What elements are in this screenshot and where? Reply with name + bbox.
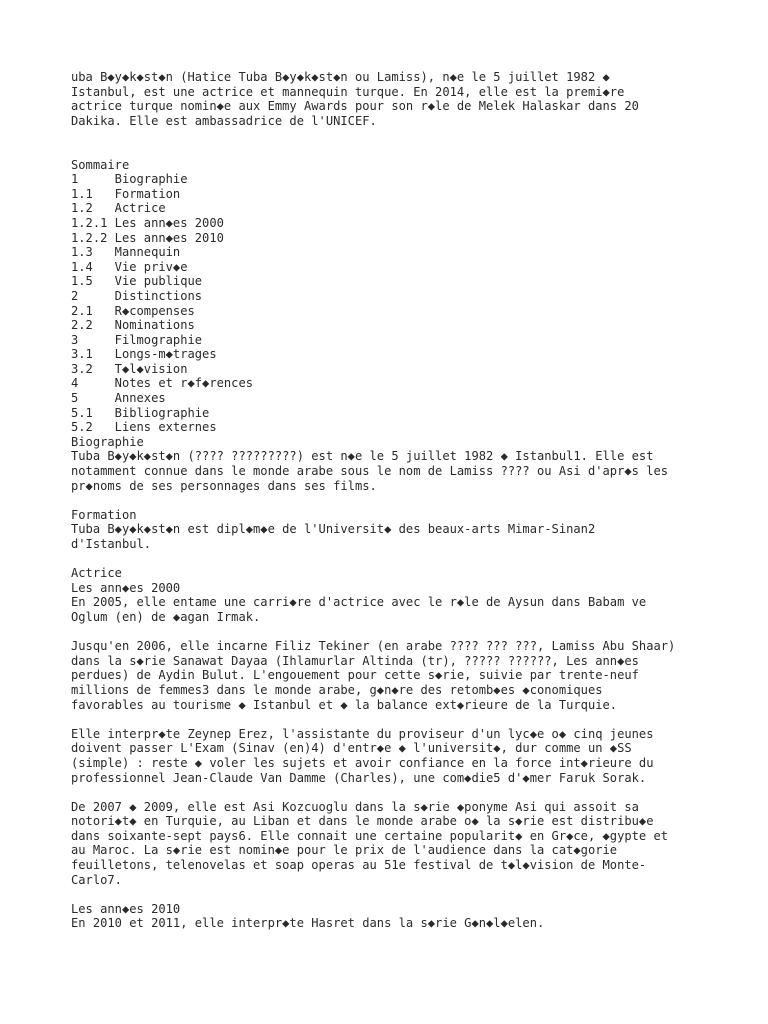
toc-item[interactable] xyxy=(71,260,731,275)
section-heading: Formation xyxy=(71,507,137,522)
toc-item-number: 1.1 xyxy=(71,186,93,201)
text-line: Tuba B◆y◆k◆st◆n est dipl◆m◆e de l'Universit◆ des beaux-arts Mimar-Sinan2 xyxy=(71,522,596,537)
toc-item[interactable] xyxy=(71,406,731,421)
toc-item[interactable] xyxy=(71,245,731,260)
toc-item-label: Filmographie xyxy=(114,332,203,347)
toc-item-label: Mannequin xyxy=(114,245,181,260)
toc-item[interactable] xyxy=(71,333,731,348)
toc-item-number: 1.4 xyxy=(71,259,93,274)
toc-heading: Sommaire xyxy=(71,157,130,172)
toc-item[interactable] xyxy=(71,318,731,333)
toc-item-label: Liens externes xyxy=(114,420,217,435)
text-line: dans soixante-sept pays6. Elle connait une certaine popularit◆ en Gr◆ce, ◆gypte et xyxy=(71,828,669,843)
toc-item-label: Biographie xyxy=(114,172,188,187)
text-line: notamment connue dans le monde arabe sous le nom de Lamiss ???? ou Asi d'apr◆s les xyxy=(71,464,669,479)
text-line: En 2010 et 2011, elle interpr◆te Hasret dans la s◆rie G◆n◆l◆elen. xyxy=(71,916,545,931)
text-line: Istanbul, est une actrice et mannequin turque. En 2014, elle est la premi◆re xyxy=(71,84,625,99)
text-line: Elle interpr◆te Zeynep Erez, l'assistante du proviseur d'un lyc◆e o◆ cinq jeunes xyxy=(71,726,654,741)
toc-item[interactable] xyxy=(71,172,731,187)
toc-item[interactable] xyxy=(71,201,731,216)
section-heading: Actrice xyxy=(71,566,122,581)
toc-item-label: Actrice xyxy=(114,201,166,216)
table-of-contents xyxy=(71,158,731,435)
toc-item-label: Bibliographie xyxy=(114,405,210,420)
toc-item[interactable] xyxy=(71,216,731,231)
toc-item-number: 2 xyxy=(71,288,79,303)
toc-item-label: Annexes xyxy=(114,391,166,406)
subsection-heading: Les ann◆es 2010 xyxy=(71,901,181,916)
paragraph xyxy=(71,800,731,888)
toc-item-number: 5.2 xyxy=(71,420,93,435)
toc-item-label: Formation xyxy=(114,186,181,201)
section-actrice xyxy=(71,566,731,931)
toc-item-number: 4 xyxy=(71,376,79,391)
toc-item-label: Longs-m◆trages xyxy=(114,347,217,362)
text-line: favorables au tourisme ◆ Istanbul et ◆ la balance ext◆rieure de la Turquie. xyxy=(71,697,618,712)
text-line: millions de femmes3 dans le monde arabe, g◆n◆re des retomb◆es ◆conomiques xyxy=(71,682,603,697)
toc-item-number: 3 xyxy=(71,332,79,347)
toc-item[interactable] xyxy=(71,420,731,435)
toc-item-label: Vie publique xyxy=(114,274,203,289)
toc-item-number: 1.2.1 xyxy=(71,215,108,230)
toc-item-number: 2.1 xyxy=(71,303,93,318)
toc-item-number: 5 xyxy=(71,391,79,406)
text-line: d'Istanbul. xyxy=(71,537,152,551)
toc-item-label: Les ann◆es 2010 xyxy=(114,230,224,245)
paragraph xyxy=(71,595,731,624)
section-heading: Biographie xyxy=(71,434,144,449)
toc-item-label: Nominations xyxy=(114,318,195,333)
toc-item-number: 5.1 xyxy=(71,405,93,420)
text-line: Carlo7. xyxy=(71,872,122,887)
toc-item[interactable] xyxy=(71,231,731,246)
text-line: doivent passer L'Exam (Sinav (en)4) d'entr◆e ◆ l'universit◆, dur comme un ◆SS xyxy=(71,741,632,756)
text-line: En 2005, elle entame une carri◆re d'actrice avec le r◆le de Aysun dans Babam ve xyxy=(71,595,647,610)
toc-item[interactable] xyxy=(71,274,731,289)
toc-item-number: 2.2 xyxy=(71,318,93,333)
text-line: notori◆t◆ en Turquie, au Liban et dans le monde arabe o◆ la s◆rie est distribu◆e xyxy=(71,814,654,829)
subsection-heading: Les ann◆es 2000 xyxy=(71,580,181,595)
toc-item-label: R◆compenses xyxy=(114,303,195,318)
toc-item-number: 1.3 xyxy=(71,245,93,260)
toc-item[interactable] xyxy=(71,289,731,304)
toc-item-number: 1.2 xyxy=(71,201,93,216)
text-line: Oglum (en) de ◆agan Irmak. xyxy=(71,609,261,624)
paragraph xyxy=(71,639,731,712)
text-line: professionnel Jean-Claude Van Damme (Charles), une com◆die5 d'◆mer Faruk Sorak. xyxy=(71,770,647,785)
toc-item[interactable] xyxy=(71,187,731,202)
section-biographie xyxy=(71,435,731,493)
toc-item-number: 3.2 xyxy=(71,361,93,376)
toc-item-label: T◆l◆vision xyxy=(114,361,188,376)
text-line: Dakika. Elle est ambassadrice de l'UNICEF. xyxy=(71,113,377,128)
toc-item[interactable] xyxy=(71,362,731,377)
toc-item-label: Vie priv◆e xyxy=(114,259,188,274)
toc-item[interactable] xyxy=(71,376,731,391)
text-line: De 2007 ◆ 2009, elle est Asi Kozcuoglu dans la s◆rie ◆ponyme Asi qui assoit sa xyxy=(71,799,639,814)
text-line: dans la s◆rie Sanawat Dayaa (Ihlamurlar Altinda (tr), ????? ??????, Les ann◆es xyxy=(71,653,639,668)
toc-item-label: Notes et r◆f◆rences xyxy=(114,376,254,391)
text-line: Tuba B◆y◆k◆st◆n (???? ?????????) est n◆e le 5 juillet 1982 ◆ Istanbul1. Elle est xyxy=(71,449,654,464)
text-line: actrice turque nomin◆e aux Emmy Awards pour son r◆le de Melek Halaskar dans 20 xyxy=(71,99,639,114)
text-line: uba B◆y◆k◆st◆n (Hatice Tuba B◆y◆k◆st◆n ou Lamiss), n◆e le 5 juillet 1982 ◆ xyxy=(71,70,610,84)
toc-item-number: 1 xyxy=(71,172,79,187)
toc-item-number: 1.2.2 xyxy=(71,230,108,245)
text-line: perdues) de Aydin Bulut. L'engouement pour cette s◆rie, suivie par trente-neuf xyxy=(71,668,639,683)
toc-item-number: 1.5 xyxy=(71,274,93,289)
text-line: Jusqu'en 2006, elle incarne Filiz Tekiner (en arabe ???? ??? ???, Lamiss Abu Shaar) xyxy=(71,639,676,654)
text-line: pr◆noms de ses personnages dans ses films. xyxy=(71,478,377,493)
toc-item[interactable] xyxy=(71,304,731,319)
section-formation xyxy=(71,508,731,552)
text-line: au Maroc. La s◆rie est nomin◆e pour le prix de l'audience dans la cat◆gorie xyxy=(71,843,618,858)
text-line: feuilletons, telenovelas et soap operas au 51e festival de t◆l◆vision de Monte- xyxy=(71,858,647,873)
toc-item-number: 3.1 xyxy=(71,347,93,362)
toc-item-label: Distinctions xyxy=(114,288,203,303)
toc-item[interactable] xyxy=(71,391,731,406)
toc-item[interactable] xyxy=(71,347,731,362)
document-body xyxy=(71,70,731,931)
intro-paragraph xyxy=(71,70,731,128)
toc-item-label: Les ann◆es 2000 xyxy=(114,215,224,230)
paragraph xyxy=(71,727,731,785)
text-line: (simple) : reste ◆ voler les sujets et avoir confiance en la force int◆rieure du xyxy=(71,755,654,770)
toc-list xyxy=(71,172,731,435)
